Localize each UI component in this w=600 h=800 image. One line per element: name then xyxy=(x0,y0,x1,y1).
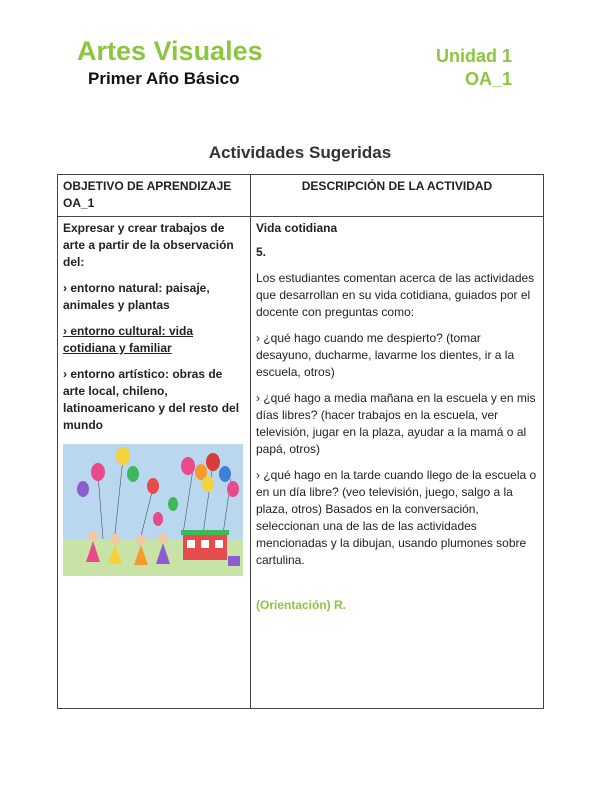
objective-item-artistic: › entorno artístico: obras de arte local, chileno, latinoamericano y del resto del mundo xyxy=(63,367,240,432)
activity-title: Vida cotidiana xyxy=(256,221,338,235)
grade-title: Primer Año Básico xyxy=(88,69,240,88)
section-title: Actividades Sugeridas xyxy=(208,143,392,162)
subject-title: Artes Visuales xyxy=(77,36,263,66)
description-cell xyxy=(251,217,544,709)
objective-cell xyxy=(58,217,251,709)
activity-question-3: › ¿qué hago en la tarde cuando llego de la escuela o en un día libre? (veo televisión, juego, salgo a la plaza, otros) Basados en la conversación, seleccionan una de las de las actividades mencionadas y la dibujan, usando plumones sobre cartulina. xyxy=(256,468,537,567)
objective-intro: Expresar y crear trabajos de arte a partir de la observación del: xyxy=(63,221,234,269)
activities-table xyxy=(57,174,544,709)
oa-label: OA_1 xyxy=(464,69,512,89)
activity-question-2: › ¿qué hago a media mañana en la escuela y en mis días libres? (hacer trabajos en la escuela, ver televisión, jugar en la plaza, ayudar a la mamá o al papá, otros) xyxy=(256,391,536,456)
child-drawing-image xyxy=(63,444,243,576)
objective-header: OBJETIVO DE APRENDIZAJE OA_1 xyxy=(58,175,251,217)
table-row xyxy=(58,217,544,709)
table-header-row xyxy=(58,175,544,217)
unit-label: Unidad 1 xyxy=(435,46,512,66)
activity-paragraph-1: Los estudiantes comentan acerca de las actividades que desarrollan en su vida cotidiana, guiados por el docente con preguntas como: xyxy=(256,271,535,319)
objective-item-natural: › entorno natural: paisaje, animales y plantas xyxy=(63,281,210,312)
objective-item-cultural: › entorno cultural: vida cotidiana y familiar xyxy=(63,324,194,355)
activity-number: 5. xyxy=(256,245,267,259)
orientation-note: (Orientación) R. xyxy=(256,598,347,612)
description-header: DESCRIPCIÓN DE LA ACTIVIDAD xyxy=(251,175,544,217)
activity-question-1: › ¿qué hago cuando me despierto? (tomar desayuno, ducharme, lavarme los dientes, ir a la escuela, otros) xyxy=(256,331,515,379)
